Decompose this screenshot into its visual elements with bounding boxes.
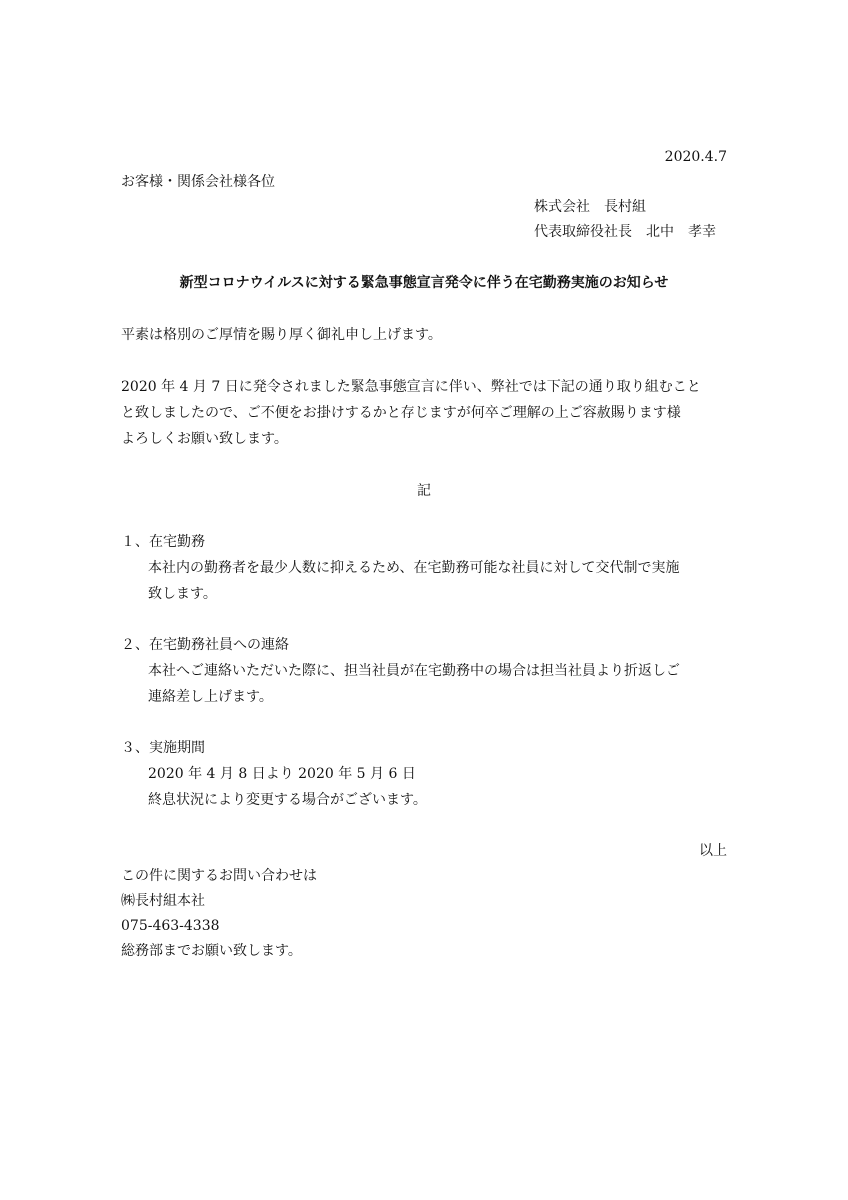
section-line: 連絡差し上げます。 (148, 689, 273, 705)
intro-line: 2020 年 4 月 7 日に発令されました緊急事態宣言に伴い、弊社では下記の通り取り組むこと (121, 379, 701, 395)
section-line: 2020 年 4 月 8 日より 2020 年 5 月 6 日 (148, 766, 416, 782)
document-date: 2020.4.7 (664, 149, 727, 165)
section-line: 本社へご連絡いただいた際に、担当社員が在宅勤務中の場合は担当社員より折返しご (148, 663, 680, 679)
ki-heading: 記 (417, 483, 431, 499)
intro-line: よろしくお願い致します。 (121, 431, 288, 447)
sender-representative: 代表取締役社長 北中 孝幸 (534, 224, 716, 240)
sender-company: 株式会社 長村組 (534, 199, 646, 215)
document-title: 新型コロナウイルスに対する緊急事態宣言発令に伴う在宅勤務実施のお知らせ (179, 275, 669, 291)
section-heading: １、在宅勤務 (121, 534, 205, 550)
contact-phone: 075-463-4338 (121, 918, 220, 934)
greeting: 平素は格別のご厚情を賜り厚く御礼申し上げます。 (121, 327, 442, 343)
section-line: 終息状況により変更する場合がございます。 (148, 792, 427, 808)
intro-line: と致しましたので、ご不便をお掛けするかと存じますが何卒ご理解の上ご容赦賜ります様 (121, 405, 681, 421)
addressee: お客様・関係会社様各位 (121, 174, 275, 190)
contact-line: 総務部までお願い致します。 (121, 943, 302, 959)
section-line: 本社内の勤務者を最少人数に抑えるため、在宅勤務可能な社員に対して交代制で実施 (148, 560, 680, 576)
contact-line: この件に関するお問い合わせは (121, 868, 317, 884)
section-heading: ３、実施期間 (121, 740, 205, 756)
section-heading: ２、在宅勤務社員への連絡 (121, 637, 289, 653)
contact-company: ㈱長村組本社 (121, 893, 205, 909)
section-line: 致します。 (148, 586, 217, 602)
ijou-closing: 以上 (699, 843, 727, 859)
